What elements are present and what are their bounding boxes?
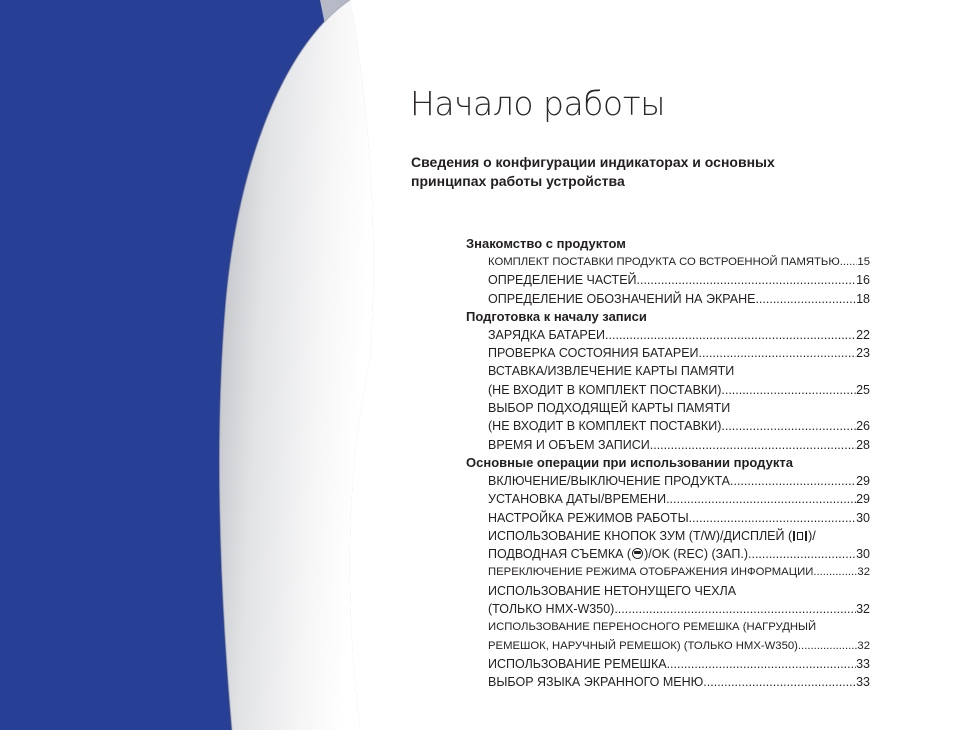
toc-entry-line: [488, 326, 870, 344]
toc-entry-line: [488, 563, 870, 581]
toc-section-title: Подготовка к началу записи: [466, 308, 647, 324]
toc-entry[interactable]: [488, 527, 870, 564]
toc-entry-first-line: ВЫБОР ПОДХОДЯЩЕЙ КАРТЫ ПАМЯТИ: [488, 401, 731, 416]
toc-entry-line: [488, 271, 870, 289]
toc-entry[interactable]: [488, 673, 870, 691]
toc-entry[interactable]: [488, 436, 870, 454]
dot-leader: [699, 344, 857, 362]
page-subtitle: Сведения о конфигурации индикаторах и основных принципах работы устройства: [411, 154, 775, 189]
toc-entry-line: [488, 637, 870, 655]
toc-page-number: 33: [856, 656, 870, 671]
toc-entry[interactable]: [488, 490, 870, 508]
toc-entry-line: [488, 490, 870, 508]
toc-entry-line: [488, 655, 870, 673]
toc-page-number: 16: [856, 273, 870, 288]
toc-section-title: Знакомство с продуктом: [466, 236, 626, 251]
toc-entry-title: ПРОВЕРКА СОСТОЯНИЯ БАТАРЕИ: [488, 346, 699, 361]
dot-leader: [730, 472, 856, 490]
toc-entry[interactable]: [488, 271, 870, 289]
toc-entry[interactable]: [488, 618, 870, 655]
toc-entry[interactable]: [488, 362, 870, 399]
toc-entry-text: ПОДВОДНАЯ СЪЕМКА (: [488, 547, 632, 562]
toc-page-number: 22: [856, 327, 870, 342]
dot-leader: [614, 600, 856, 618]
underwater-icon: [632, 548, 643, 559]
toc-entry-line: [488, 436, 870, 454]
toc-section-title: Основные операции при использовании продукта: [466, 454, 793, 470]
toc-page-number: 29: [856, 492, 870, 507]
toc-entry[interactable]: [488, 344, 870, 362]
toc-entry-line: [488, 600, 870, 618]
dot-leader: [666, 490, 856, 508]
toc-entry-title: (ТОЛЬКО HMX-W350): [488, 602, 615, 617]
toc-page-number: 32: [857, 566, 870, 579]
toc-page-number: 23: [856, 346, 870, 361]
toc-entry-first-line: ИСПОЛЬЗОВАНИЕ ПЕРЕНОСНОГО РЕМЕШКА (НАГРУДНЫЙ: [488, 621, 817, 634]
toc-entry-title: УСТАНОВКА ДАТЫ/ВРЕМЕНИ: [488, 492, 667, 507]
toc-entry-first-line: ИСПОЛЬЗОВАНИЕ НЕТОНУЩЕГО ЧЕХЛА: [488, 583, 737, 598]
dot-leader: [637, 271, 857, 289]
dot-leader: [703, 673, 856, 691]
toc-entry-text: )/OK (REC) (ЗАП.): [644, 547, 748, 562]
toc-page-number: 18: [856, 291, 870, 306]
toc-entry-line: [488, 673, 870, 691]
toc-page-number: 32: [856, 602, 870, 617]
toc-entry-line: [488, 253, 870, 271]
toc-page-number: 28: [856, 437, 870, 452]
toc-entry-line: [488, 344, 870, 362]
toc-section: [466, 454, 870, 692]
display-icon: [793, 531, 807, 541]
toc-section: [466, 235, 870, 308]
toc-entry-title: ОПРЕДЕЛЕНИЕ ЧАСТЕЙ: [488, 273, 637, 288]
toc-page-number: 33: [856, 675, 870, 690]
toc-entry[interactable]: [488, 655, 870, 673]
toc-entry-title: НАСТРОЙКА РЕЖИМОВ РАБОТЫ: [488, 510, 689, 525]
dot-leader: [840, 253, 858, 271]
toc-page-number: 15: [857, 256, 870, 268]
toc-entry-first-line: [488, 527, 870, 545]
toc-entry[interactable]: [488, 399, 870, 436]
toc-entry-title: ВРЕМЯ И ОБЪЕМ ЗАПИСИ: [488, 437, 650, 452]
toc-entry-line: [488, 545, 870, 563]
toc-entry[interactable]: [488, 472, 870, 490]
toc-page-number: 26: [856, 419, 870, 434]
toc-entry[interactable]: [488, 326, 870, 344]
toc-entry[interactable]: [488, 563, 870, 581]
dot-leader: [798, 637, 858, 655]
page-title: Начало работы: [410, 84, 665, 123]
toc-page-number: 32: [857, 639, 870, 652]
toc-entry-title: (НЕ ВХОДИТ В КОМПЛЕКТ ПОСТАВКИ): [488, 382, 722, 397]
dot-leader: [605, 326, 856, 344]
dot-leader: [721, 381, 856, 399]
toc-entry-text: )/: [808, 528, 816, 543]
toc-page-number: 29: [856, 473, 870, 488]
dot-leader: [721, 417, 856, 435]
toc-entry[interactable]: [488, 582, 870, 619]
toc-entry-line: [488, 417, 870, 435]
toc-entry[interactable]: [488, 509, 870, 527]
toc-page-number: 30: [856, 510, 870, 525]
toc-entry-title: КОМПЛЕКТ ПОСТАВКИ ПРОДУКТА СО ВСТРОЕННОЙ ПАМЯТЬЮ: [488, 256, 840, 268]
toc-entry-line: [488, 290, 870, 308]
toc-entry-first-line: ВСТАВКА/ИЗВЛЕЧЕНИЕ КАРТЫ ПАМЯТИ: [488, 364, 735, 379]
dot-leader: [689, 509, 856, 527]
toc-entry-line: [488, 381, 870, 399]
toc-entry-line: [488, 509, 870, 527]
toc-section: [466, 308, 870, 454]
dot-leader: [650, 436, 856, 454]
toc-entry-line: [488, 472, 870, 490]
toc-entry-title: [488, 545, 748, 563]
toc-entry-title: ВКЛЮЧЕНИЕ/ВЫКЛЮЧЕНИЕ ПРОДУКТА: [488, 473, 730, 488]
table-of-contents: [466, 235, 870, 692]
toc-entry-title: ИСПОЛЬЗОВАНИЕ РЕМЕШКА: [488, 656, 667, 671]
toc-entry[interactable]: [488, 290, 870, 308]
toc-entry[interactable]: [488, 253, 870, 271]
dot-leader: [755, 290, 856, 308]
toc-entry-title: ВЫБОР ЯЗЫКА ЭКРАННОГО МЕНЮ: [488, 675, 704, 690]
toc-entry-title: ОПРЕДЕЛЕНИЕ ОБОЗНАЧЕНИЙ НА ЭКРАНЕ: [488, 291, 756, 306]
toc-entry-title: ЗАРЯДКА БАТАРЕИ: [488, 327, 606, 342]
toc-entry-title: ПЕРЕКЛЮЧЕНИЕ РЕЖИМА ОТОБРАЖЕНИЯ ИНФОРМАЦИИ: [488, 566, 814, 579]
toc-entry-title: (НЕ ВХОДИТ В КОМПЛЕКТ ПОСТАВКИ): [488, 419, 722, 434]
toc-entry-title: РЕМЕШОК, НАРУЧНЫЙ РЕМЕШОК) (ТОЛЬКО HMX-W350): [488, 639, 798, 652]
toc-page-number: 30: [856, 547, 870, 562]
dot-leader: [748, 545, 856, 563]
toc-page-number: 25: [856, 382, 870, 397]
dot-leader: [813, 563, 857, 581]
dot-leader: [667, 655, 857, 673]
toc-entry-text: ИСПОЛЬЗОВАНИЕ КНОПОК ЗУМ (T/W)/ДИСПЛЕЙ (: [488, 528, 793, 543]
